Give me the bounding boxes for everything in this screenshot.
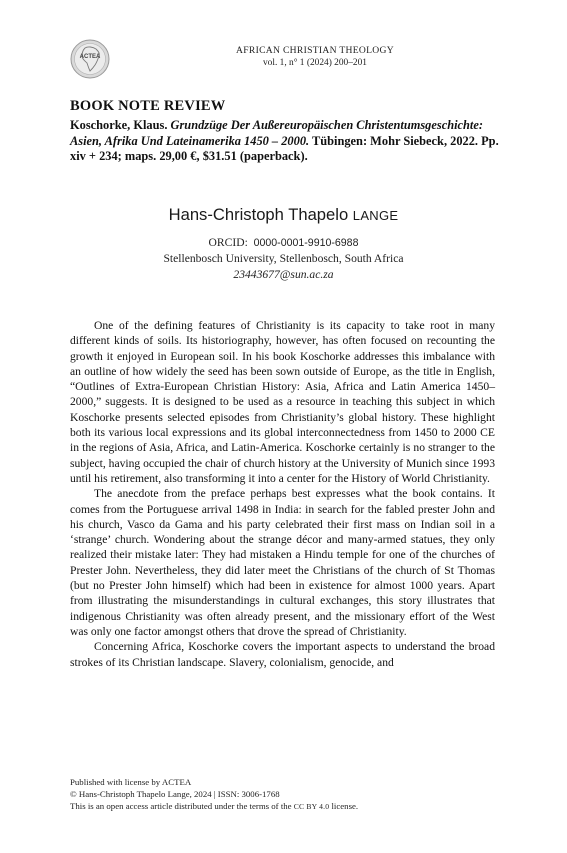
footer-copyright: © Hans-Christoph Thapelo Lange, 2024 | ISSN: 3006-1768 [70, 789, 280, 799]
paragraph: The anecdote from the preface perhaps best expresses what the book contains. It comes from the Portuguese arrival 1498 in India: in search for the fabled prester John and his church, Vasco da Gama and his party celebrated their first mass on Indian soil in a ‘strange’ church. Wondering about the strange décor and many-armed statues, they only realized their mistake later: They had mistaken a Hindu temple for one of the churches of Prester John. Nevertheless, they did later meet the Christians of the church of St Thomas (but no Prester John himself) which had been in existence for almost 1000 years. Apart from illustrating the misunderstandings in cultural exchanges, this story illustrates that indigenous Christianity was often already present, and the missionary effort of the West was only one factor amongst others that drove the spread of Christianity. [70, 487, 495, 638]
reviewer-given-names: Hans-Christoph Thapelo [168, 205, 349, 224]
footer-license-pre: This is an open access article distributed under the terms of the [70, 801, 292, 811]
reviewer-institution: Stellenbosch University, Stellenbosch, South Africa [163, 252, 404, 265]
logo-text: ACTEA [79, 54, 101, 60]
footer-publisher: Published with license by ACTEA [70, 777, 192, 787]
book-citation [70, 118, 500, 165]
paragraph: One of the defining features of Christianity is its capacity to take root in many different kinds of soils. Its historiography, however, has often focused on recounting the growth it enjoyed in European soil. In his book Koschorke addresses this imbalance with an outline of how widely the seed has been sown outside of Europe, as the title in English, “Outlines of Extra-European Christian History: Asia, Africa and Latin America 1450–2000,” suggests. It is designed to be used as a resource in teaching this subject in which Koschorke presents selected episodes from Christianity’s global history. These highlight both its various local expressions and its global interconnectedness from 1450 to 2000 CE in the regions of Asia, Africa, and Latin-America. Koschorke certainly is no stranger to the subject, having occupied the chair of church history at the University of Munich since 1993 until his retirement, also transforming it into a center for the History of World Christianity. [70, 319, 495, 485]
review-body [70, 318, 495, 670]
book-title: Grundzüge Der Außereuropäischen Christentumsgeschichte: Asien, Afrika Und Lateinamerika 1450 – 2000. [70, 118, 483, 148]
footer-license-name[interactable]: CC BY 4.0 [293, 802, 330, 811]
journal-title: AFRICAN CHRISTIAN THEOLOGY [236, 45, 394, 56]
reviewer-name [0, 205, 567, 225]
orcid-label: ORCID: [208, 236, 248, 249]
reviewer-email[interactable]: 23443677@sun.ac.za [233, 268, 334, 281]
paragraph: Concerning Africa, Koschorke covers the important aspects to understand the broad strokes of its Christian landscape. Slavery, colonialism, genocide, and [70, 640, 495, 669]
footer-license [70, 800, 510, 813]
actea-logo [70, 39, 110, 79]
license-footer [70, 776, 510, 813]
reviewer-orcid [0, 236, 567, 249]
reviewer-surname: LANGE [352, 208, 399, 223]
section-label: BOOK NOTE REVIEW [70, 98, 226, 114]
book-author: Koschorke, Klaus. [70, 118, 168, 132]
orcid-value[interactable]: 0000-0001-9910-6988 [253, 237, 359, 249]
footer-license-post: license. [331, 801, 359, 811]
book-publisher: Tübingen: Mohr Siebeck, 2022. Pp. xiv + 234; maps. 29,00 €, $31.51 (paperback). [70, 133, 499, 163]
journal-issue: vol. 1, n° 1 (2024) 200–201 [262, 58, 367, 68]
